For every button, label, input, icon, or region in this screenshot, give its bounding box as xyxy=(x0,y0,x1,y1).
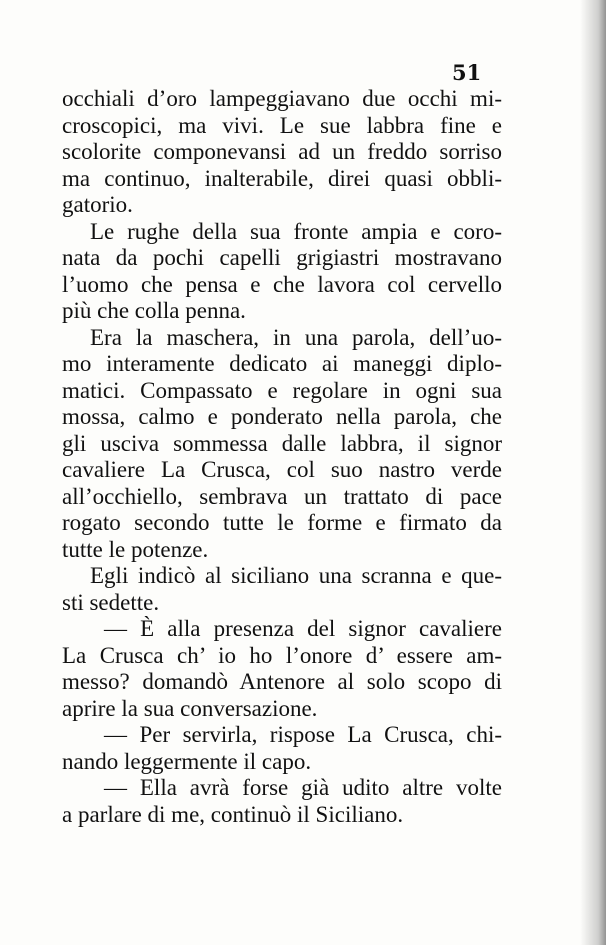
text-line: mossa, calmo e ponderato nella parola, che xyxy=(62,404,502,429)
text-line: Era la maschera, in una parola, dell’uo- xyxy=(90,324,502,350)
text-line: tutte le potenze. xyxy=(62,536,209,562)
text-line: — È alla presenza del signor cavaliere xyxy=(104,616,502,641)
text-line: scolorite componevansi ad un freddo sorriso xyxy=(62,139,502,164)
text-line: a parlare di me, continuò il Siciliano. xyxy=(62,801,404,827)
text-line: croscopici, ma vivi. Le sue labbra fine e xyxy=(62,112,502,138)
text-line: più che colla penna. xyxy=(62,298,246,323)
text-line: gatorio. xyxy=(62,192,133,217)
text-line: Le rughe della sua fronte ampia e coro- xyxy=(90,218,502,244)
text-line: La Crusca ch’ io ho l’onore d’ essere am- xyxy=(62,642,502,668)
text-line: matici. Compassato e regolare in ogni sua xyxy=(62,377,502,403)
text-line: occhiali d’oro lampeggiavano due occhi mi- xyxy=(62,86,502,111)
text-line: cavaliere La Crusca, col suo nastro verde xyxy=(62,457,502,482)
page-number: 51 xyxy=(452,60,482,85)
text-line: — Ella avrà forse già udito altre volte xyxy=(104,775,502,800)
text-line: aprire la sua conversazione. xyxy=(62,695,318,721)
text-line: mo interamente dedicato ai maneggi diplo- xyxy=(62,351,502,376)
text-line: — Per servirla, rispose La Crusca, chi- xyxy=(104,722,502,747)
text-line: gli usciva sommessa dalle labbra, il signor xyxy=(62,430,502,456)
text-line: l’uomo che pensa e che lavora col cervello xyxy=(62,271,502,297)
text-line: nando leggermente il capo. xyxy=(62,748,312,774)
text-line: all’occhiello, sembrava un trattato di pace xyxy=(62,483,502,509)
text-line: messo? domandò Antenore al solo scopo di xyxy=(62,669,502,694)
text-line: Egli indicò al siciliano una scranna e que- xyxy=(90,563,502,588)
text-line: rogato secondo tutte le forme e firmato da xyxy=(62,510,502,535)
text-line: nata da pochi capelli grigiastri mostravano xyxy=(62,245,502,270)
text-line: ma continuo, inalterabile, direi quasi obbli- xyxy=(62,165,502,191)
page-edge-shadow xyxy=(580,0,606,945)
text-line: sti sedette. xyxy=(62,589,160,615)
body-text xyxy=(62,86,502,828)
